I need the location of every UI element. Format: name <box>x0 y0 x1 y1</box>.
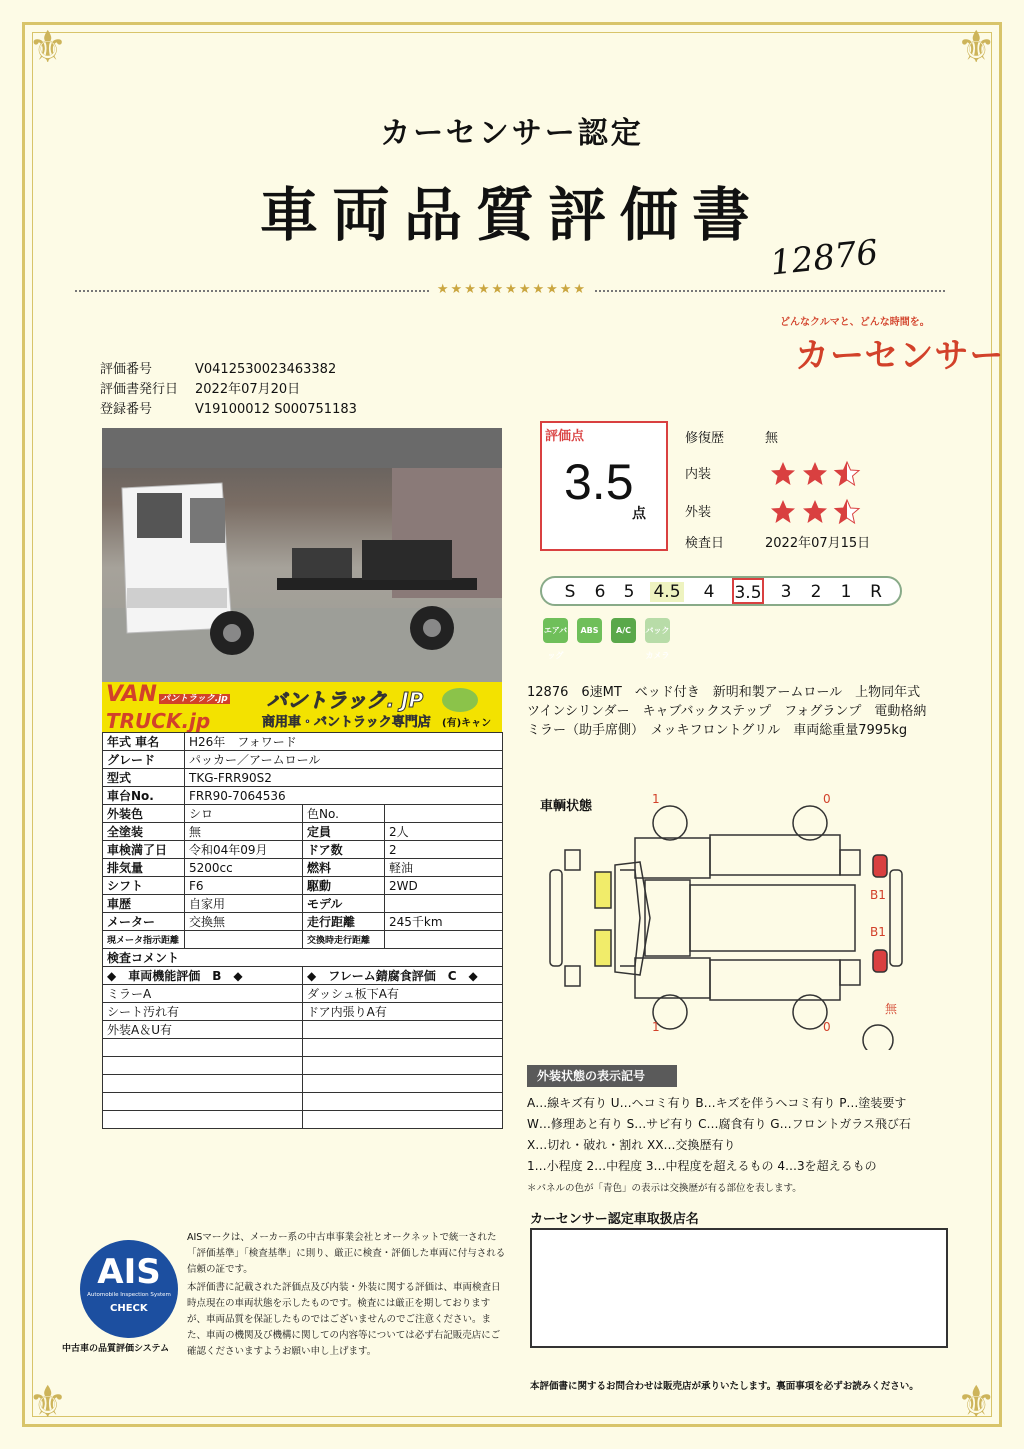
damage-mark: B1 <box>870 925 886 939</box>
table-row: 現メータ指示距離 交換時走行距離 <box>103 931 503 949</box>
table-row <box>103 1057 503 1075</box>
dealer-name-box <box>530 1228 948 1348</box>
exterior-stars-icon <box>769 498 869 526</box>
table-row: シート汚れ有 ドア内張りA有 <box>103 1003 503 1021</box>
table-row: 検査コメント <box>103 949 503 967</box>
diagram-title: 車輌状態 <box>540 799 593 814</box>
grade-scale-item: 6 <box>594 582 606 602</box>
ais-logo: AIS Automobile Inspection System CHECK <box>80 1240 178 1338</box>
van-truck-logo: VAN パントラック.jp TRUCK.jp <box>106 682 228 733</box>
inspection-date: 検査日 2022年07月15日 <box>685 536 871 551</box>
table-row: グレード パッカー／アームロール <box>103 751 503 769</box>
spec-table <box>102 732 503 1129</box>
table-row: ミラーA ダッシュ板下A有 <box>103 985 503 1003</box>
legend-note: ＊パネルの色が「青色」の表示は交換歴が有る部位を表します。 <box>527 1183 802 1194</box>
vehicle-comment: 12876 6速MT ベッド付き 新明和製アームロール 上物同年式 ツインシリンダー キャブバックステップ フォグランプ 電動格納ミラー（助手席側） メッキフロントグリル 車両総重量7995kg <box>527 685 934 738</box>
banner-subtitle: 商用車・バントラック専門店 <box>262 715 431 730</box>
meta-issue-date: 評価書発行日 2022年07月20日 <box>100 382 301 397</box>
damage-mark: 1 <box>652 792 660 806</box>
repair-history: 修復歴 無 <box>685 431 779 446</box>
corner-ornament-icon: ⚜ <box>28 1377 68 1428</box>
damage-mark: 無 <box>885 1002 898 1016</box>
vehicle-photo <box>102 428 502 682</box>
table-row: 型式 TKG-FRR90S2 <box>103 769 503 787</box>
legend-title: 外装状態の表示記号 <box>527 1065 677 1087</box>
corner-ornament-icon: ⚜ <box>956 22 996 73</box>
legend-line: W…修理あと有り S…サビ有り C…腐食有り G…フロントガラス飛び石 <box>527 1117 911 1131</box>
dealer-title: カーセンサー認定車取扱店名 <box>530 1212 699 1227</box>
ais-caption: 中古車の品質評価システム <box>62 1344 170 1354</box>
table-row <box>103 1093 503 1111</box>
grade-scale-item: 2 <box>810 582 822 602</box>
mascot-icon <box>442 688 478 712</box>
grade-scale-item-selected: 3.5 <box>732 578 764 604</box>
score-value: 3.5 <box>564 454 634 510</box>
legend-line: A…線キズ有り U…ヘコミ有り B…キズを伴うヘコミ有り P…塗装要す <box>527 1096 907 1110</box>
brand-slogan: どんなクルマと、どんな時間を。 <box>780 317 930 328</box>
exterior-rating: 外装 <box>685 498 869 526</box>
table-row: 排気量 5200cc 燃料 軽油 <box>103 859 503 877</box>
score-unit: 点 <box>632 506 646 522</box>
banner-company: (有)キャン <box>442 718 492 729</box>
damage-mark: 0 <box>823 1020 831 1034</box>
corner-ornament-icon: ⚜ <box>956 1377 996 1428</box>
dealer-banner <box>102 682 502 732</box>
grade-scale-item: S <box>564 582 576 602</box>
grade-scale-item: 5 <box>623 582 635 602</box>
handwritten-number: 12876 <box>768 232 880 284</box>
legend-line: 1…小程度 2…中程度 3…中程度を超えるもの 4…3を超えるもの <box>527 1159 877 1173</box>
grade-scale-item: 4.5 <box>650 582 684 602</box>
table-row: 車台No. FRR90-7064536 <box>103 787 503 805</box>
grade-scale-item: R <box>870 582 882 602</box>
grade-scale-item: 3 <box>780 582 792 602</box>
table-row: 年式 車名 H26年 フォワード <box>103 733 503 751</box>
footer-note: 本評価書に関するお問合わせは販売店が承りいたします。裏面事項を必ずお読みください。 <box>530 1381 919 1392</box>
vehicle-diagram <box>540 790 920 1050</box>
abs-icon: ABS <box>577 618 602 643</box>
table-row: 外装色 シロ 色No. <box>103 805 503 823</box>
brand-logo: カーセンサー <box>795 336 1005 376</box>
score-box <box>540 421 668 551</box>
table-row <box>103 1075 503 1093</box>
table-row: 車検満了日 令和04年09月 ドア数 2 <box>103 841 503 859</box>
table-row: シフト F6 駆動 2WD <box>103 877 503 895</box>
grade-scale-item: 4 <box>703 582 715 602</box>
divider-stars: ★★★★★★★★★★★ <box>0 282 1024 297</box>
damage-mark: 0 <box>823 792 831 806</box>
table-row <box>103 1111 503 1129</box>
grade-scale <box>540 576 902 606</box>
table-row: 外装A＆U有 <box>103 1021 503 1039</box>
meta-evaluation-number: 評価番号 V0412530023463382 <box>100 362 337 377</box>
airbag-icon: エアバッグ <box>543 618 568 643</box>
ac-icon: A/C <box>611 618 636 643</box>
table-row <box>103 1039 503 1057</box>
back-camera-icon: バックカメラ <box>645 618 670 643</box>
table-row: 車歴 自家用 モデル <box>103 895 503 913</box>
table-row: 全塗装 無 定員 2人 <box>103 823 503 841</box>
damage-mark: 1 <box>652 1020 660 1034</box>
document-subtitle: カーセンサー認定 <box>380 116 644 151</box>
damage-mark: B1 <box>870 888 886 902</box>
corner-ornament-icon: ⚜ <box>28 22 68 73</box>
table-row: メーター 交換無 走行距離 245千km <box>103 913 503 931</box>
banner-title: バントラック. JP <box>267 688 424 712</box>
score-label: 評価点 <box>545 429 585 444</box>
ais-description: AISマークは、メーカー系の中古車事業会社とオークネットで統一された「評価基準」「検査基準」に則り、厳正に検査・評価した車両に付与される信頼の証です。 本評価書に記載された評価点及び内装・外装に関する評価は、車両検査日時点現在の車両状態を示したものです。検査には厳正を期しておりますが、車両品質を保証したものではございませんのでご注意ください。また、車両の機関及び機構に関しての内容等については必ず右記販売店にご確認くださいますようお願い申し上げます。 <box>187 1232 506 1357</box>
meta-registration-number: 登録番号 V19100012 S000751183 <box>100 402 357 417</box>
interior-rating: 内装 <box>685 460 869 488</box>
table-row: ◆ 車両機能評価 B ◆ ◆ フレーム錆腐食評価 C ◆ <box>103 967 503 985</box>
interior-stars-icon <box>769 460 869 488</box>
grade-scale-item: 1 <box>840 582 852 602</box>
legend-line: X…切れ・破れ・割れ XX…交換歴有り <box>527 1138 736 1152</box>
document-title: 車両品質評価書 <box>259 181 764 249</box>
